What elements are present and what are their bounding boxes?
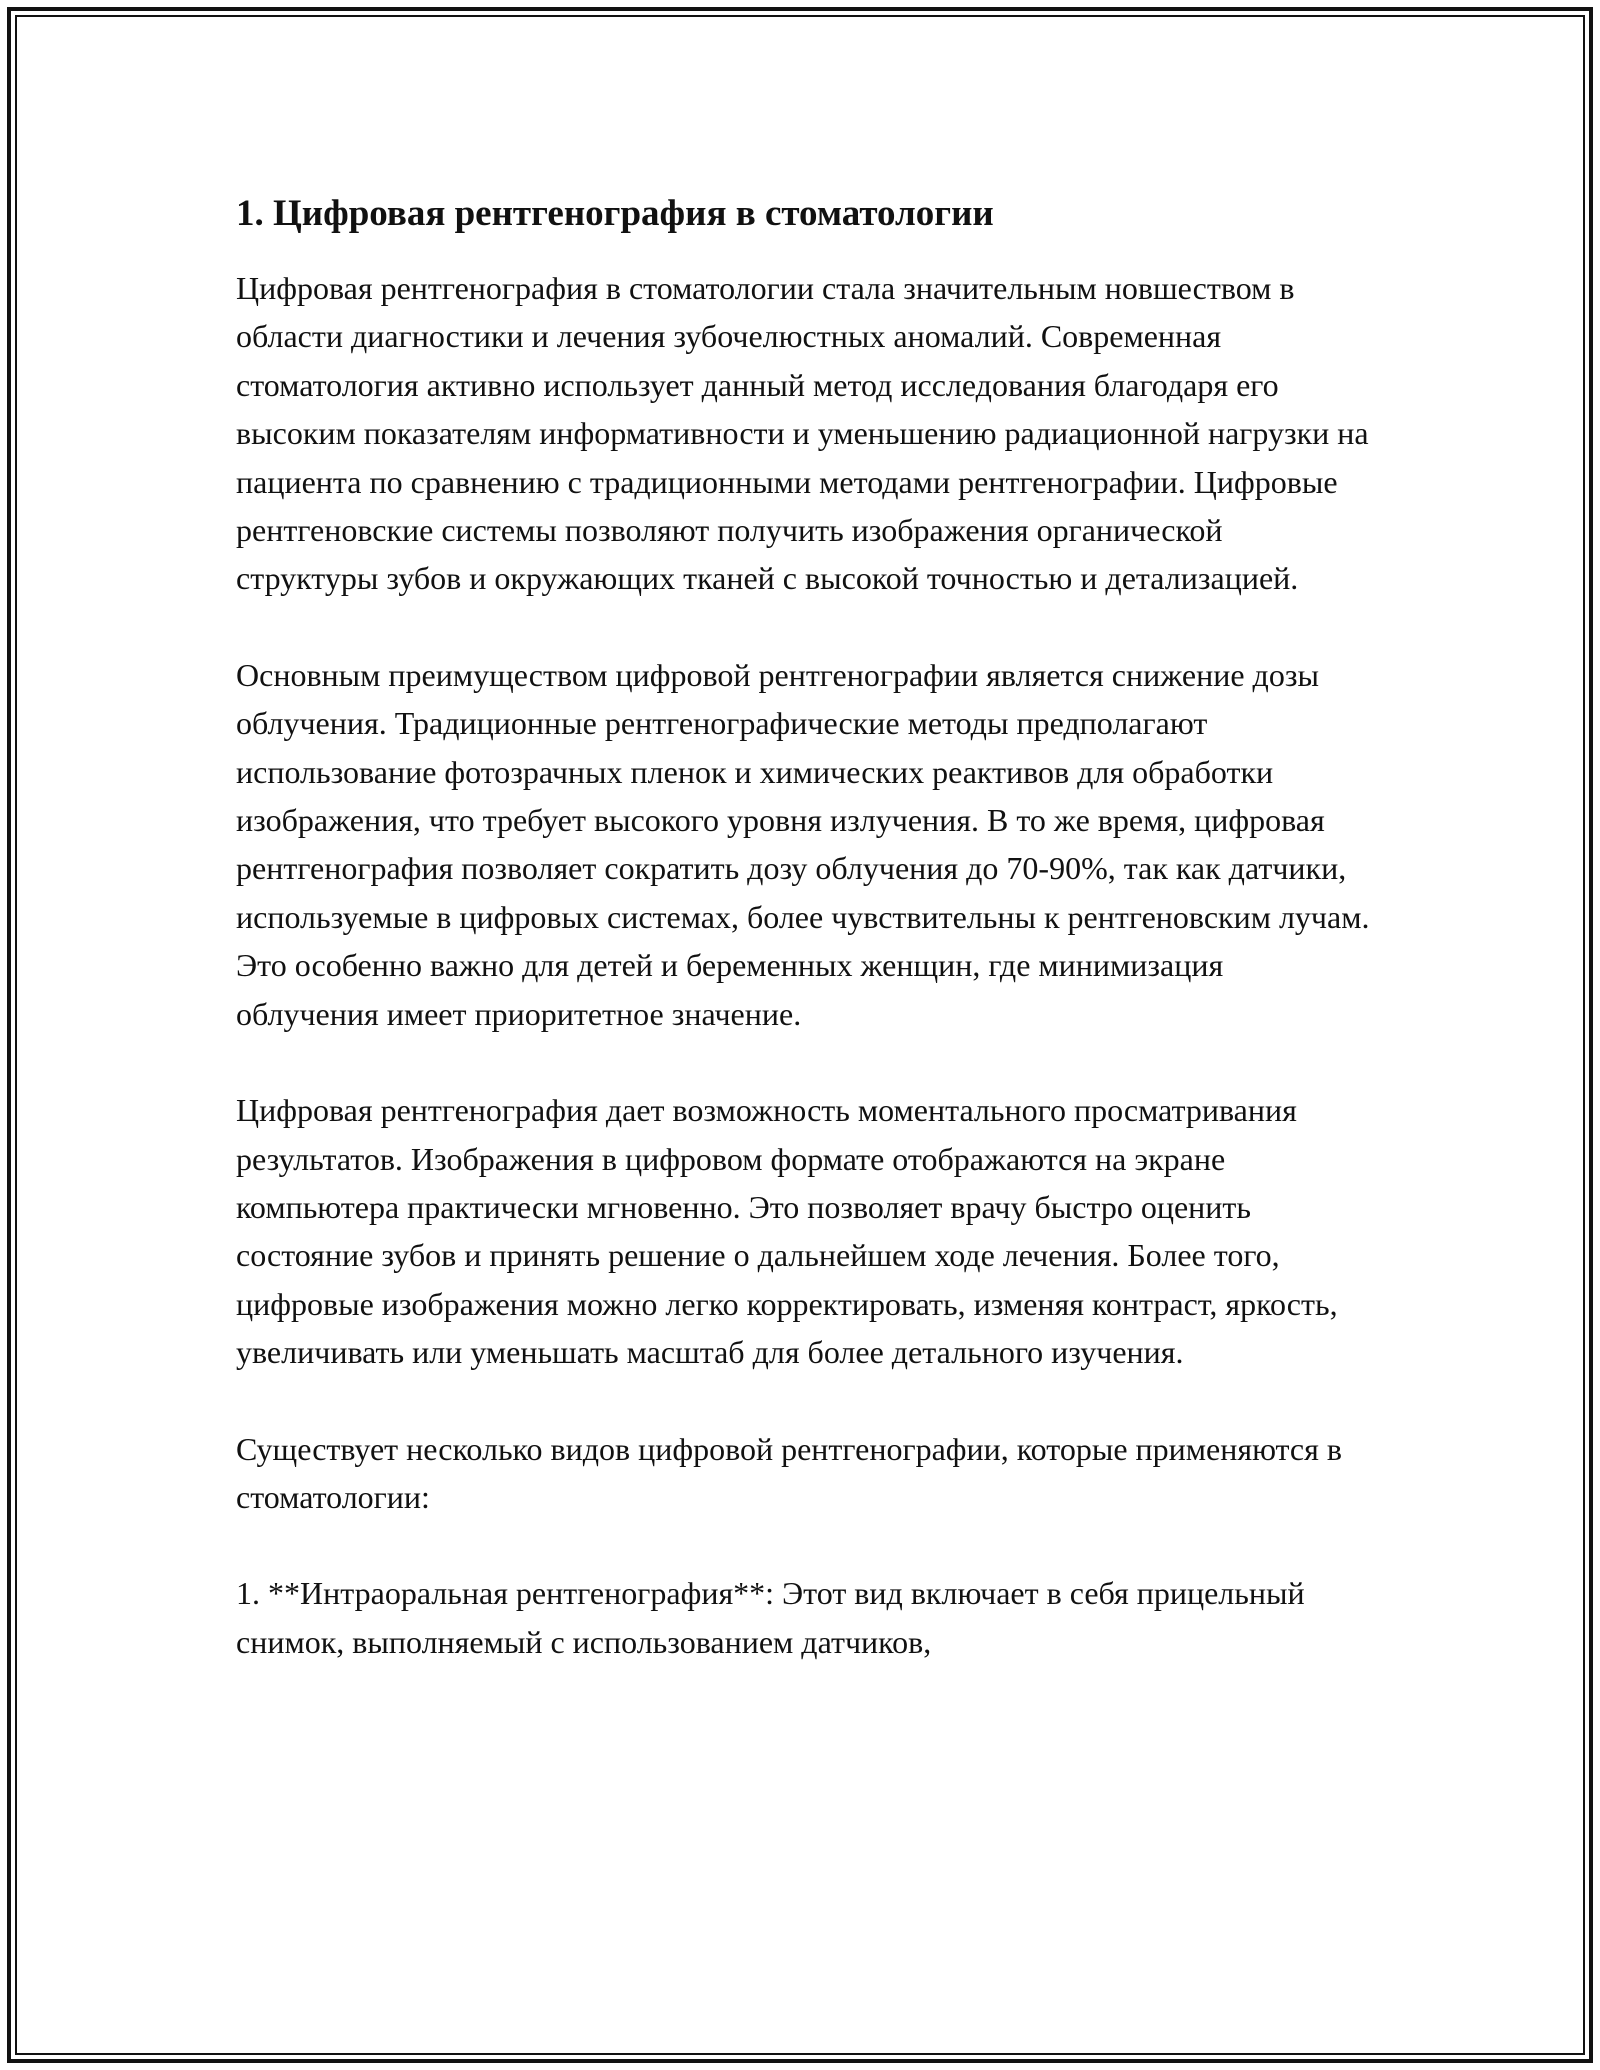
paragraph-intro: Цифровая рентгенография в стоматологии стала значительным новшеством в области диагностики и лечения зубочелюстных аномалий. Современная стоматология активно использует данный метод исследования благодаря его высоким показателям информативности и уменьшению радиационной нагрузки на пациента по сравнению с традиционными методами рентгенографии. Цифровые рентгеновские системы позволяют получить изображения органической структуры зубов и окружающих тканей с высокой точностью и детализацией. — [236, 270, 1369, 597]
document-heading: 1. Цифровая рентгенография в стоматологии — [236, 193, 994, 234]
paragraph-intraoral: 1. **Интраоральная рентгенография**: Этот вид включает в себя прицельный снимок, выполняемый с использованием датчиков, — [236, 1575, 1305, 1660]
paragraph-instant-viewing: Цифровая рентгенография дает возможность моментального просматривания результатов. Изображения в цифровом формате отображаются на экране компьютера практически мгновенно. Это позволяет врачу быстро оценить состояние зубов и принять решение о дальнейшем ходе лечения. Более того, цифровые изображения можно легко корректировать, изменяя контраст, яркость, увеличивать или уменьшать масштаб для более детального изучения. — [236, 1092, 1338, 1371]
paragraph-dose-reduction: Основным преимуществом цифровой рентгенографии является снижение дозы облучения. Традиционные рентгенографические методы предполагают использование фотозрачных пленок и химических реактивов для обработки изображения, что требует высокого уровня излучения. В то же время, цифровая рентгенография позволяет сократить дозу облучения до 70-90%, так как датчики, используемые в цифровых системах, более чувствительны к рентгеновским лучам. Это особенно важно для детей и беременных женщин, где минимизация облучения имеет приоритетное значение. — [236, 656, 1370, 1032]
document-page — [236, 186, 1371, 1666]
paragraph-types-intro: Существует несколько видов цифровой рентгенографии, которые применяются в стоматологии: — [236, 1430, 1342, 1515]
